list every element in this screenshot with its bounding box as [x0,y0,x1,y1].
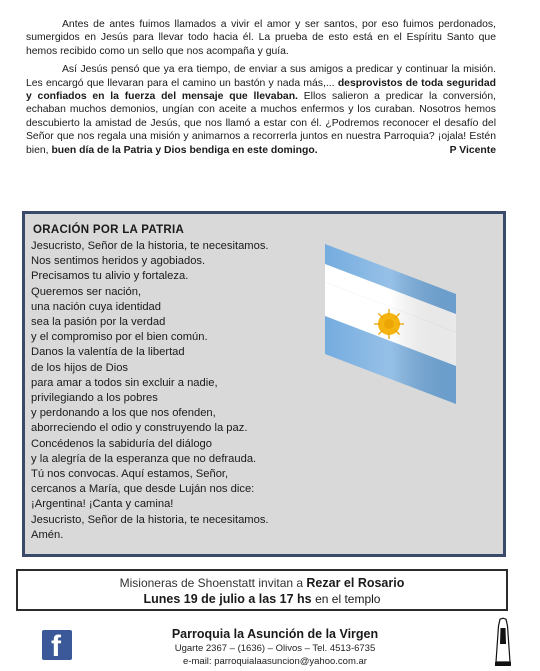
intro-paragraph-1: Antes de antes fuimos llamados a vivir el amor y ser santos, por eso fuimos perdonados, sumergidos en Jesús para llevar todo hacia él. La prueba de esto está en el Espíritu Santo que hemos recibido como un sello que nos acompaña y guía. [26,19,496,57]
intro-p2-bold-end: buen día de la Patria y Dios bendiga en este domingo. [51,144,318,156]
parish-name: Parroquia la Asunción de la Virgen [171,627,379,641]
prayer-line: una nación cuya identidad [31,300,162,313]
prayer-line: y perdonando a los que nos ofenden, [31,407,216,420]
invitation-line-1 [18,575,506,591]
prayer-line: Concédenos la sabiduría del diálogo [31,437,212,450]
prayer-lines [31,239,331,543]
prayer-line: Precisamos tu alivio y fortaleza. [31,270,189,283]
invitation-datetime: Lunes 19 de julio a las 17 hs [143,592,312,606]
facebook-icon[interactable]: f [42,630,72,660]
prayer-title: ORACIÓN POR LA PATRIA [33,224,185,236]
intro-p2-start: Así Jesús pensó que ya era tiempo, de enviar a sus amigos a predicar y continuar la misión. Les encargó que llevaran para el camino un bastón y nada más,... [26,64,496,89]
parish-address: Ugarte 2367 – (1636) – Olivos – Tel. 4513-6735 [174,643,376,654]
prayer-line: de los hijos de Dios [31,361,129,374]
invitation-place: en el templo [315,592,381,606]
parish-footer [130,626,420,668]
argentina-flag-icon [323,242,458,406]
prayer-line: privilegiando a los pobres [31,392,158,405]
prayer-line: sea la pasión por la verdad [31,316,166,329]
prayer-line: y la alegría de la esperanza que no defrauda. [31,452,257,465]
invitation-event: Rezar el Rosario [306,576,405,590]
prayer-line: para amar a todos sin excluir a nadie, [31,376,218,389]
parish-email: e-mail: parroquialaasuncion@yahoo.com.ar [183,656,367,667]
invitation-hosts: Misioneras de Shoenstatt invitan a [119,576,304,590]
prayer-line: Jesucristo, Señor de la historia, te necesitamos. [31,513,269,526]
prayer-line: aborreciendo el odio y construyendo la paz. [31,422,248,435]
prayer-box [22,211,506,557]
prayer-line: Jesucristo, Señor de la historia, te necesitamos. [31,240,269,252]
intro-p2-bold: desprovistos de toda seguridad y confiados en la fuerza del mensaje que llevaban. [26,77,497,103]
prayer-line: Nos sentimos heridos y agobiados. [31,255,206,268]
prayer-line: Danos la valentía de la libertad [31,346,185,359]
invitation-line-2 [18,591,506,607]
intro-text [26,18,496,162]
intro-paragraph-2 [26,63,496,157]
prayer-line: y el compromiso por el bien común. [31,331,208,344]
prayer-line: Tú nos convocas. Aquí estamos, Señor, [31,468,229,481]
virgin-statue-icon [492,616,514,668]
rosary-invitation-box [16,569,508,611]
signature: P Vicente [449,144,496,156]
intro-p2-middle: Ellos salieron a predicar la conversión, echaban muchos demonios, ungían con aceite a muchos enfermos y los curaban. Nosotros hemos descubierto la amistad de Jesús, que nos llamó a estar con él. ¿Podremos reconocer el desafío del Señor que nos regala una misión y animarnos a recorrerla juntos en nuestra Parroquia? ¡ojala! Estén bien, [26,91,497,156]
prayer-line: cercanos a María, que desde Luján nos dice: [31,483,255,496]
prayer-line: ¡Argentina! ¡Canta y camina! [31,498,174,511]
prayer-line: Amén. [31,528,64,541]
prayer-line: Queremos ser nación, [31,285,142,298]
